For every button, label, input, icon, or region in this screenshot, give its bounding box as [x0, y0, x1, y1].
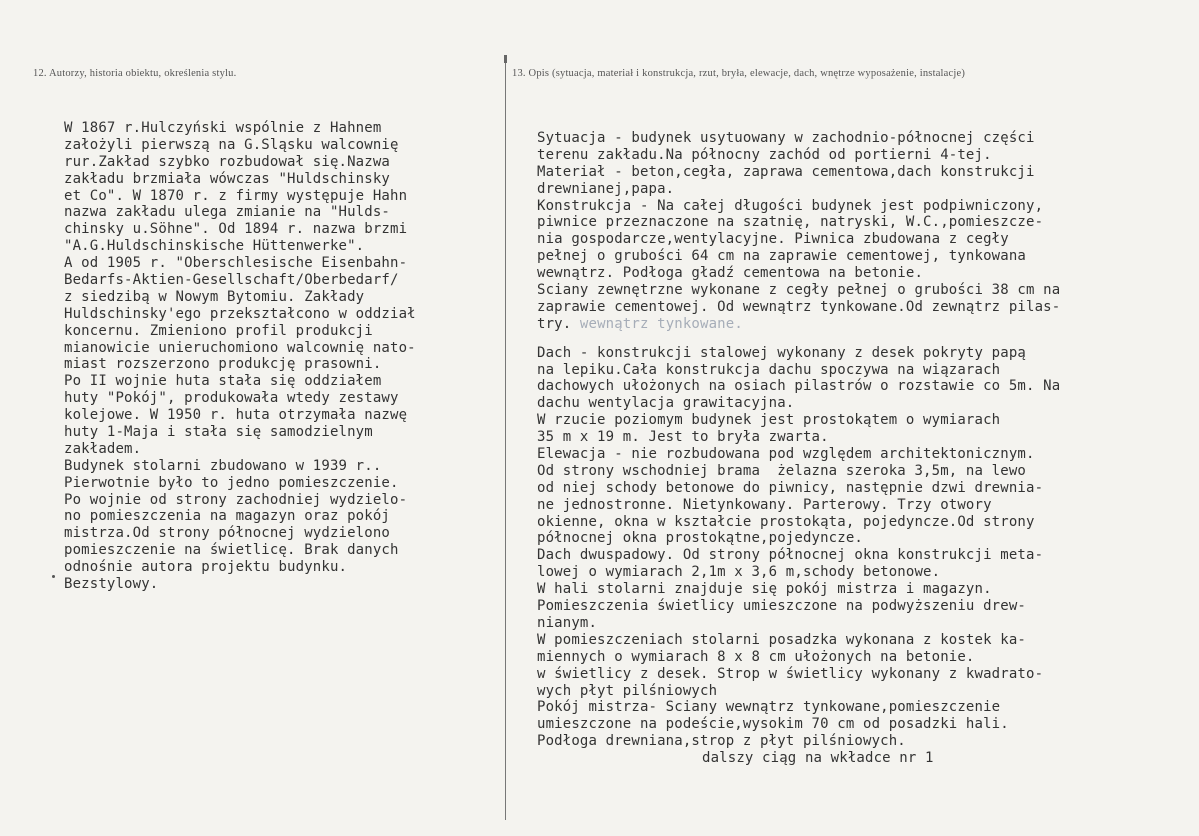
left-text-line: pomieszczenie na świetlicę. Brak danych — [64, 542, 399, 559]
right-column-text — [537, 130, 1060, 767]
left-text-line: nazwa zakładu ulega zmianie na "Hulds- — [64, 204, 390, 221]
right-text-line: Dach - konstrukcji stalowej wykonany z desek pokryty papą — [537, 344, 1026, 361]
left-text-line: miast rozszerzono produkcję prasowni. — [64, 356, 382, 373]
right-text-line: w świetlicy z desek. Strop w świetlicy wykonany z kwadrato- — [537, 665, 1044, 682]
left-text-line: Bezstylowy. — [64, 576, 159, 593]
faded-text: wewnątrz tynkowane. — [571, 315, 743, 332]
right-text-line: lowej o wymiarach 2,1m x 3,6 m,schody betonowe. — [537, 564, 941, 581]
right-text-line: na lepiku.Cała konstrukcja dachu spoczywa na wiązarach — [537, 361, 1001, 378]
left-text-line: zakładu brzmiała wówczas "Huldschinsky — [64, 170, 390, 187]
right-text-line: Pomieszczenia świetlicy umieszczone na podwyższeniu drew- — [537, 598, 1026, 615]
left-text-line: Huldschinsky'ego przekształcono w oddział — [64, 305, 416, 322]
left-text-line: huty 1-Maja i stała się samodzielnym — [64, 424, 373, 441]
right-text-line: Podłoga drewniana,strop z płyt pilśniowych. — [537, 733, 906, 750]
right-text-line: Pokój mistrza- Sciany wewnątrz tynkowane,pomieszczenie — [537, 699, 1001, 716]
left-text-line: mianowicie unieruchomiono walcownię nato- — [64, 339, 416, 356]
continuation-note: dalszy ciąg na wkładce nr 1 — [702, 750, 934, 767]
left-text-line: kolejowe. W 1950 r. huta otrzymała nazwę — [64, 407, 408, 424]
left-text-line: A od 1905 r. "Oberschlesische Eisenbahn- — [64, 255, 408, 272]
right-text-line: Konstrukcja - Na całej długości budynek jest podpiwniczony, — [537, 197, 1044, 214]
right-text-line: dachu wentylacja grawitacyjna. — [537, 395, 795, 412]
left-text-line: Budynek stolarni zbudowano w 1939 r.. — [64, 457, 382, 474]
right-text-line: 35 m x 19 m. Jest to bryła zwarta. — [537, 429, 829, 446]
left-text-line: Po II wojnie huta stała się oddziałem — [64, 373, 382, 390]
left-text-line: et Co". W 1870 r. z firmy występuje Hahn — [64, 187, 408, 204]
right-text-line: Sytuacja - budynek usytuowany w zachodnio-północnej części — [537, 130, 1035, 146]
right-text-line: dachowych ułożonych na osiach pilastrów o rozstawie co 5m. Na — [537, 378, 1061, 395]
right-text-line: pełnej o grubości 64 cm na zaprawie cementowej, tynkowana — [537, 248, 1026, 265]
left-text-line: rur.Zakład szybko rozbudował się.Nazwa — [64, 153, 390, 170]
right-text-line: umieszczone na podeście,wysokim 70 cm od posadzki hali. — [537, 716, 1009, 733]
right-text-line: wewnątrz. Podłoga gładź cementowa na betonie. — [537, 265, 924, 282]
left-text-line: "A.G.Huldschinskische Hüttenwerke". — [64, 238, 365, 255]
right-text-line: try. wewnątrz tynkowane. — [537, 315, 743, 332]
right-text-line: Materiał - beton,cegła, zaprawa cementowa,dach konstrukcji — [537, 163, 1035, 180]
right-text-line: nianym. — [537, 614, 598, 631]
right-text-line: drewnianej,papa. — [537, 180, 675, 197]
right-text-line: okienne, okna w kształcie prostokąta, pojedyncze.Od strony — [537, 513, 1035, 530]
right-text-line: Elewacja - nie rozbudowana pod względem architektonicznym. — [537, 446, 1035, 463]
column-divider — [505, 55, 506, 820]
right-text-line: Od strony wschodniej brama żelazna szeroka 3,5m, na lewo — [537, 462, 1026, 479]
right-column-header: 13. Opis (sytuacja, materiał i konstrukcja, rzut, bryła, elewacje, dach, wnętrze wyposażenie, instalacje) — [512, 68, 966, 79]
right-text-line: północnej okna prostokątne,pojedyncze. — [537, 530, 863, 547]
right-text-line: Dach dwuspadowy. Od strony północnej okna konstrukcji meta- — [537, 547, 1044, 564]
left-text-line: z siedzibą w Nowym Bytomiu. Zakłady — [64, 288, 365, 305]
left-text-line: zakładem. — [64, 440, 142, 457]
right-text-line: Sciany zewnętrzne wykonane z cegły pełnej o grubości 38 cm na — [537, 282, 1061, 299]
right-text-line: W hali stolarni znajduje się pokój mistrza i magazyn. — [537, 581, 992, 598]
right-text-line: zaprawie cementowej. Od wewnątrz tynkowane.Od zewnątrz pilas- — [537, 298, 1061, 315]
left-text-line: koncernu. Zmieniono profil produkcji — [64, 322, 373, 339]
right-text-line: od niej schody betonowe do piwnicy, następnie dzwi drewnia- — [537, 479, 1044, 496]
left-text-line: Bedarfs-Aktien-Gesellschaft/Oberbedarf/ — [64, 272, 399, 289]
right-text-line: W rzucie poziomym budynek jest prostokątem o wymiarach — [537, 412, 1001, 429]
left-text-line: założyli pierwszą na G.Sląsku walcownię — [64, 136, 399, 153]
left-text-line: huty "Pokój", produkowała wtedy zestawy — [64, 390, 399, 407]
right-text-line: terenu zakładu.Na północny zachód od portierni 4-tej. — [537, 146, 992, 163]
right-text-line: wych płyt pilśniowych — [537, 682, 718, 699]
left-text-line: W 1867 r.Hulczyński wspólnie z Hahnem — [64, 120, 382, 136]
left-text-line: no pomieszczenia na magazyn oraz pokój — [64, 508, 390, 525]
right-text-line: nia gospodarcze,wentylacyjne. Piwnica zbudowana z cegły — [537, 231, 1009, 248]
right-text-line: ne jednostronne. Nietynkowany. Parterowy. Trzy otwory — [537, 496, 992, 513]
left-text-line: mistrza.Od strony północnej wydzielono — [64, 525, 390, 542]
left-text-line: Po wojnie od strony zachodniej wydzielo- — [64, 491, 408, 508]
left-column-header: 12. Autorzy, historia obiektu, określenia stylu. — [33, 68, 237, 79]
left-column-text — [64, 120, 416, 593]
left-text-line: chinsky u.Söhne". Od 1894 r. nazwa brzmi — [64, 221, 408, 238]
ink-speck — [52, 575, 55, 578]
paragraph-gap — [537, 333, 1060, 345]
left-text-line: Pierwotnie było to jedno pomieszczenie. — [64, 474, 399, 491]
right-text-line: W pomieszczeniach stolarni posadzka wykonana z kostek ka- — [537, 631, 1026, 648]
right-text-line: miennych o wymiarach 8 x 8 cm ułożonych na betonie. — [537, 648, 975, 665]
left-text-line: odnośnie autora projektu budynku. — [64, 559, 348, 576]
right-text-line: piwnice przeznaczone na szatnię, natryski, W.C.,pomieszcze- — [537, 214, 1044, 231]
divider-tick-mark — [504, 55, 507, 63]
